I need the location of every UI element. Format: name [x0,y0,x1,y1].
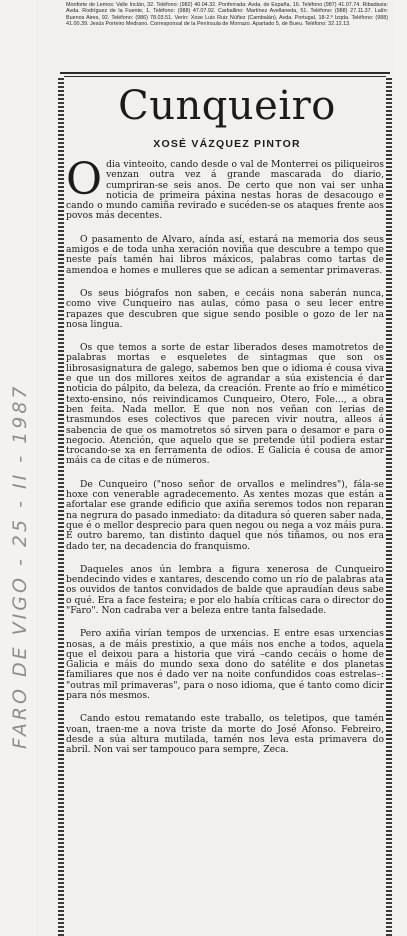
article-title: Cunqueiro [118,83,336,129]
drop-cap: O [66,154,103,205]
article-paragraph: Daqueles anos ún lembra a figura xenerosa de Cunqueiro bendecindo vides e xantares, descendo como un río de palabras ata os ouvidos de tantos convidados de balde que apraudían deus sabe o qué. Era a face festeira; e por elo había críticas cara o director do "Faro". Non cadraba ver a beleza entre tanta falsedade. [66,563,384,616]
article-paragraph: Pero axiña virían tempos de urxencias. E entre esas urxencias nosas, a de máis prestixio, a que máis nos enche a todos, aquela que el deixou para a historia que virá –cando cecáis o home de Galicia e máis do mundo sexa dono do satélite e dos planetas familiares que nos é dado ver na noite confundidos coas estrelas–: "outras mil primaveras", para o noso idioma, que é tanto como dicir para nós mesmos. [66,628,384,702]
article-body [66,154,384,769]
article-paragraph: Os que temos a sorte de estar liberados deses mamotretos de palabras mortas e esqueletes de sintagmas que son os librosasignatura de galego, sabemos ben que o idioma é cousa viva e que un dos millores xeitos de agrandar a súa existencia é dar noticia do pálpito, da beleza, da creación. Frente ao frío e mimético texto-ensino, nós reivindicamos Cunqueiro, Otero, Fole..., a obra ben feita. Nada mellor. E que non nos veñan con lerias de trasmundos eses colectivos que parecen vivir noutra, alleos á sabencia de que os mamotretos só sirven para o desamor e para o negocio. Atención, que aquelo que se pretende útil podiera estar trocando-se xa en ferramenta de odios. E Galicia é cousa de amor máis ca de citas e de números. [66,342,384,467]
contact-header: Monforte de Lemos: Valle Inclán, 32. Teléfono: (982) 40.04.32. Ponferrada: Avda. de España, 16. Teléfono (987) 41.07.74. Ribadavia: Avda. Rodríguez de la Fuente, 1. Teléfono: (988) 47.07.92. Carballino: Martínez Avellaneda, 51. Teléfono: (988) 27.11.37. Lalín: Buenos Aires, 92. Teléfono: (986) 78.03.51. Verín: Xose Luis Ruiz Núñez (Cambalán), Avda. Portugal, 18-2.º Izqda. Teléfono: (988) 41.00.39. Jesús Porteiro Medrano. Corresponsal de la Península de Morrazo. Apartado 5, de Bueu. Teléfono: 32.12.13. [66,2,388,28]
article-paragraph: Cando estou rematando este traballo, os teletipos, que tamén voan, traen-me a nova triste da morte do José Afonso. Febreiro, desde a súa altura mutilada, tamén nos leva esta primavera do abril. Non vai ser tampouco para sempre, Zeca. [66,713,384,756]
article-paragraph: Odia vinteoito, cando desde o val de Monterrei os piliqueiros venzan outra vez á grande mascarada do diario, cumpriran-se seis anos. De certo que non vai ser unha noticia de primeira páxina nestas horas de desacougo e cando o mundo camiña revirado e sucéden-se os ataques frente aos povos más decentes. [66,154,384,222]
header-rule [60,72,390,74]
article-byline: XOSÉ VÁZQUEZ PINTOR [153,138,301,150]
header-rule-thin [60,76,390,77]
article-paragraph: De Cunqueiro ("noso señor de orvallos e melindres"), fála-se hoxe con venerable agradecemento. As xentes mozas que están a afortalar ese grande edificio que axiña seremos todos non reparan na negrura do pasado inmediato: da ditadura só queren saber nada, que é o mellor desprecio para quen negou ou nega a voz máis pura. É outro baremo, tan distinto daquel que nós tiñamos, ou nos era dado ter, na decadencia do franquismo. [66,478,384,552]
decorative-border-right [386,76,392,936]
article-paragraph: O pasamento de Alvaro, aínda así, estará na memoria dos seus amigos e de toda unha xeración noviña que descubre a tempo que neste país tamén hai libros máxicos, palabras como tartas de amendoa e homes e mulleres que se adican a sementar primaveras. [66,233,384,276]
decorative-border-left [58,76,64,936]
handwritten-date-note: FARO DE VIGO - 25 - II - 1987 [9,383,31,749]
article-paragraph: Os seus biógrafos non saben, e cecáis nona saberán nunca, como vive Cunqueiro nas aulas, cómo pasa o seu lecer entre rapazes que descubren que sigue sendo posible o gozo de ler na nosa lingua. [66,287,384,330]
